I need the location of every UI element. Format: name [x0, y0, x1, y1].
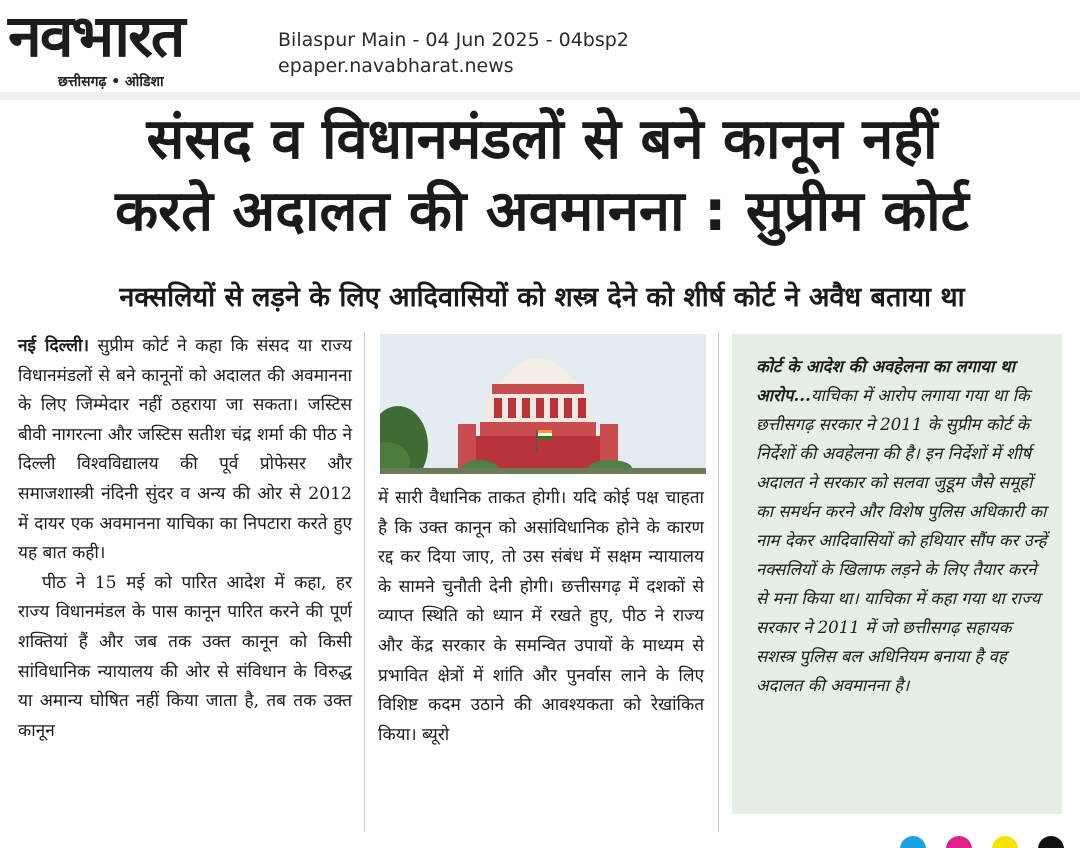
registration-mark-yellow [992, 836, 1018, 848]
subheadline: नक्सलियों से लड़ने के लिए आदिवासियों को शस्त्र देने को शीर्ष कोर्ट ने अवैध बताया था [119, 282, 965, 313]
paragraph-3: में सारी वैधानिक ताकत होगी। यदि कोई पक्ष चाहता है कि उक्त कानून को असांविधानिक होने के कारण रद्द कर दिया जाए, तो उस संबंध में सक्षम न्यायालय के सामने चुनौती देनी होगी। छत्तीसगढ़ में दशकों से व्याप्त स्थिति को ध्यान में रखते हुए, पीठ ने राज्य और केंद्र सरकार के समन्वित उपायों के माध्यम से प्रभावित क्षेत्रों में शांति और पुनर्वास लाने के लिए विशिष्ट कदम उठाने की आवश्यकता को रेखांकित किया। ब्यूरो [378, 488, 704, 745]
supreme-court-building-image [380, 334, 706, 474]
header-divider [0, 92, 1080, 100]
column-rule-2 [718, 332, 719, 832]
paragraph-1 [18, 332, 352, 569]
logo-subtitle: छत्तीसगढ़ • ओडिशा [58, 74, 164, 90]
headline-line-1: संसद व विधानमंडलों से बने कानून नहीं [146, 107, 938, 172]
article-column-2 [378, 484, 704, 750]
supreme-court-photo [380, 334, 706, 474]
dateline: नई दिल्ली। [18, 336, 90, 356]
sidebar-text [756, 352, 1048, 700]
masthead [0, 0, 258, 92]
registration-mark-black [1038, 836, 1064, 848]
newspaper-logo: नवभारत [8, 2, 184, 70]
headline [14, 104, 1070, 248]
sidebar-lead: कोर्ट के आदेश की अवहेलना का लगाया था आरोप... [756, 356, 1015, 405]
registration-mark-magenta [946, 836, 972, 848]
epaper-url[interactable]: epaper.navabharat.news [278, 55, 514, 77]
edition-info: Bilaspur Main - 04 Jun 2025 - 04bsp2 [278, 29, 629, 51]
headline-line-2: करते अदालत की अवमानना : सुप्रीम कोर्ट [115, 179, 969, 244]
column-rule [364, 332, 365, 832]
sidebar-body: याचिका में आरोप लगाया गया था कि छत्तीसगढ़ सरकार ने 2011 के सुप्रीम कोर्ट के निर्देशों की अवहेलना की है। इन निर्देशों में शीर्ष अदालत ने सरकार को सलवा जुडूम जैसे समूहों का समर्थन करने और विशेष पुलिस अधिकारी का नाम देकर आदिवासियों को हथियार सौंप कर उन्हें नक्सलियों के खिलाफ लड़ने के लिए तैयार करने से मना किया था। याचिका में कहा गया था राज्य सरकार ने 2011 में जो छत्तीसगढ़ सहायक सशस्त्र पुलिस बल अधिनियम बनाया है वह अदालत की अवमानना है। [756, 386, 1047, 695]
paragraph-2: पीठ ने 15 मई को पारित आदेश में कहा, हर राज्य विधानमंडल के पास कानून पारित करने की पूर्ण शक्तियां हैं और जब तक उक्त कानून को किसी सांविधानिक न्यायालय की ओर से संविधान के विरुद्ध या अमान्य घोषित नहीं किया जाता है, तब तक उक्त कानून [18, 572, 352, 741]
registration-mark-cyan [900, 836, 926, 848]
article-column-1 [18, 332, 352, 746]
paragraph-1-text: सुप्रीम कोर्ट ने कहा कि संसद या राज्य विधानमंडलों से बने कानूनों को अदालत की अवमानना के लिए जिम्मेदार नहीं ठहराया जा सकता। जस्टिस बीवी नागरत्ना और जस्टिस सतीश चंद्र शर्मा की पीठ ने दिल्ली विश्वविद्यालय की पूर्व प्रोफेसर और समाजशास्त्री नंदिनी सुंदर व अन्य की ओर से 2012 में दायर एक अवमानना याचिका का निपटारा करते हुए यह बात कही। [18, 336, 352, 564]
